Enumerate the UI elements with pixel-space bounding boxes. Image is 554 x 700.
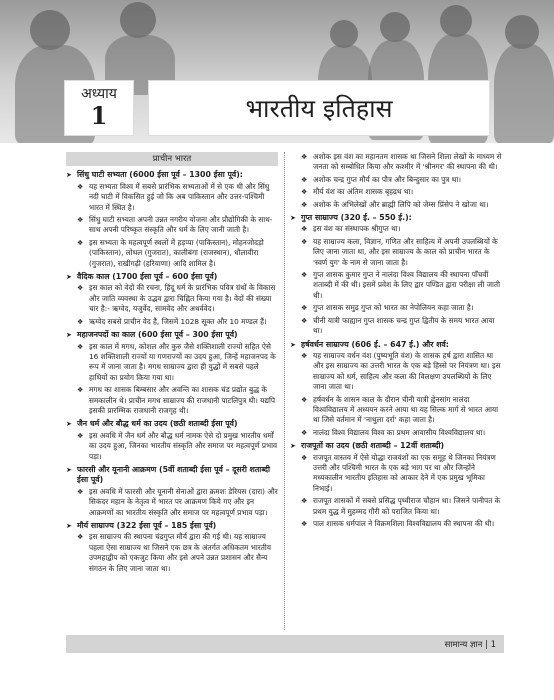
diamond-bullet-icon: ❖ (301, 428, 308, 437)
topic-heading: ➤ राजपूतों का उदय (छठी शताब्दी – 12वीं शताब्दी) (290, 441, 445, 451)
chapter-badge (64, 80, 134, 136)
diamond-bullet-icon: ❖ (77, 182, 84, 191)
diamond-bullet-icon: ❖ (77, 533, 84, 542)
diamond-bullet-icon: ❖ (301, 188, 308, 197)
arrow-right-icon: ➤ (66, 331, 72, 340)
arrow-right-icon: ➤ (66, 465, 72, 474)
diamond-bullet-icon: ❖ (77, 216, 84, 225)
diamond-bullet-icon: ❖ (77, 342, 84, 351)
diamond-bullet-icon: ❖ (301, 237, 308, 246)
topic-heading: ➤ वैदिक काल (1700 ईसा पूर्व – 600 ईसा पूर्व) (66, 272, 218, 282)
photo-figure (30, 10, 70, 50)
diamond-bullet-icon: ❖ (301, 316, 308, 325)
topic-heading: ➤ फारसी और यूनानी आक्रमण (5वीं शताब्दी ईसा पूर्व – दूसरी शताब्दी ईसा पूर्व) (66, 464, 271, 485)
diamond-bullet-icon: ❖ (77, 238, 84, 247)
photo-figure (380, 12, 410, 42)
arrow-right-icon: ➤ (66, 420, 72, 429)
footer-text: सामान्य ज्ञान | 1 (444, 639, 496, 650)
arrow-right-icon: ➤ (290, 214, 296, 223)
list-item: ❖ मगध का शासक बिम्बसार और अवन्ति का शासक चंड प्रद्योत बुद्ध के समकालीन थे। प्राचीन मगध साम्राज्य की राजधानी पाटलिपुत्र थी। यद्यपि इसकी प्रारम्भिक राजधानी राजगृह थी। (77, 385, 276, 415)
list-item: ❖ गुप्त शासक कुमार गुप्त ने नालंदा विश्व विद्यालय की स्थापना पाँचवीं शताब्दी में की थी। इसमें प्रवेश के लिए द्वार पण्डित द्वारा परीक्षा ली जाती थी। (301, 270, 500, 300)
chapter-label: अध्याय (81, 86, 117, 102)
diamond-bullet-icon: ❖ (301, 520, 308, 528)
left-column (66, 152, 278, 576)
list-item: ❖ इस अवधि में फारसी और यूनानी सेनाओं द्वारा क्रमशः डेरियस (दारा) और सिकंदर महान के नेतृत्व में भारत पर आक्रमण किये गए और इन आक्रमणों का भारतीय संस्कृति और समाज पर महत्वपूर्ण प्रभाव पड़ा। (77, 486, 278, 517)
chapter-title: भारतीय इतिहास (245, 94, 393, 123)
list-item: ❖ यह साम्राज्य वर्धन वंश (पुष्यभूति वंश) के शासक हर्ष द्वारा शासित था और इस साम्राज्य का उत्तरी भारत के एक बड़े हिस्से पर नियंत्रण था। इस साम्राज्य को धर्म, साहित्य और कला की विलक्षण उपलब्धियों के लिए जाना जाता था। (301, 350, 501, 392)
arrow-right-icon: ➤ (290, 340, 296, 349)
diamond-bullet-icon: ❖ (301, 200, 308, 209)
arrow-right-icon: ➤ (66, 522, 72, 530)
arrow-right-icon: ➤ (66, 273, 72, 282)
topic-heading: ➤ गुप्त साम्राज्य (320 ई. – 550 ई.): (290, 213, 412, 223)
list-item: ❖ इस काल में मगध, कोशल और कुरु जैसे शक्तिशाली राज्यों सहित ऐसे 16 शक्तिशाली राज्यों या गणराज्यों का उदय हुआ, जिन्हें महाजनपद के रूप में जाना जाता है। मगध साम्राज्य द्वारा ही युद्धों में सबसे पहले हाथियों का प्रयोग किया गया था। (77, 341, 276, 382)
chapter-number: 1 (90, 101, 108, 130)
diamond-bullet-icon: ❖ (77, 317, 84, 326)
list-item: ❖ यह साम्राज्य कला, विज्ञान, गणित और साहित्य में अपनी उपलब्धियों के लिए जाना जाता था, और इस साम्राज्य के काल को प्राचीन भारत के 'स्वर्ण युग' के नाम से जाना जाता है। (301, 236, 498, 267)
list-item: ❖ यह सभ्यता विश्व में सबसे प्रारंभिक सभ्यताओं में से एक थी और सिंधु नदी घाटी में विकसित हुई जो कि अब पाकिस्तान और उत्तर-पश्चिमी भारत में स्थित है। (77, 181, 270, 212)
right-column (290, 152, 504, 531)
diamond-bullet-icon: ❖ (301, 153, 308, 161)
diamond-bullet-icon: ❖ (301, 497, 308, 506)
photo-figure (330, 20, 358, 48)
arrow-right-icon: ➤ (66, 171, 72, 180)
list-item: ❖ हर्षवर्धन के शासन काल के दौरान चीनी यात्री ह्वेनसांग नालंदा विश्वविद्यालय में अध्ययन करने आया था यह सिल्क मार्ग से भारत आया था जिसे वर्तमान में 'नाथुला दर्रा' कहा जाता है। (301, 394, 499, 425)
photo-figure (120, 2, 156, 38)
list-item: ❖ गुप्त शासक समुद्र गुप्त को भारत का नेपोलियन कहा जाता है। (301, 303, 474, 313)
arrow-right-icon: ➤ (290, 442, 296, 451)
topic-heading: ➤ हर्षवर्धन साम्राज्य (606 ई. – 647 ई.) और शर्व: (290, 339, 449, 349)
list-item: ❖ ऋग्वेद सबसे प्राचीन वेद है, जिसमें 1028 सूक्त और 10 मण्डल हैं। (77, 316, 267, 326)
diamond-bullet-icon: ❖ (301, 175, 308, 184)
diamond-bullet-icon: ❖ (301, 395, 308, 404)
list-item: ❖ चीनी यात्री फाह्यान गुप्त शासक चन्द्र गुप्त द्वितीय के समय भारत आया था। (301, 315, 495, 336)
chapter-title-box (148, 80, 490, 136)
list-item: ❖ पाल शासक धर्मपाल ने विक्रमशिला विश्वविद्यालय की स्थापना की थी। (301, 519, 495, 528)
column-divider (284, 152, 285, 630)
photo-figure (494, 44, 554, 143)
section-title: प्राचीन भारत (66, 152, 278, 166)
topic-heading: ➤ जैन धर्म और बौद्ध धर्म का उदय (छठी शताब्दी ईसा पूर्व) (66, 419, 238, 429)
list-item: ❖ मौर्य वंश का अंतिम शासक बृहद्रथ था। (301, 187, 414, 197)
diamond-bullet-icon: ❖ (301, 271, 308, 280)
list-item: ❖ राजपूत वास्तव में ऐसे योद्धा राजवंशों का एक समूह थे जिनका नियंत्रण उत्तरी और पश्चिमी भारत के एक बड़े भाग पर था और जिन्होंने मध्यकालीन भारतीय इतिहास को आकार देने में एक प्रमुख भूमिका निभाई। (301, 452, 496, 493)
topic-heading: ➤ महाजनपदों का काल (600 ईसा पूर्व – 300 ईसा पूर्व) (66, 330, 238, 340)
list-item: ❖ राजपूत शासकों में सबसे प्रसिद्ध पृथ्वीराज चौहान था। जिसने पानीपत के प्रथम युद्ध में मुहम्मद गौरी को पराजित किया था। (301, 496, 501, 516)
photo-figure (440, 5, 472, 37)
diamond-bullet-icon: ❖ (77, 284, 84, 293)
diamond-bullet-icon: ❖ (301, 453, 308, 462)
list-item: ❖ सिंधु घाटी सभ्यता अपनी उन्नत नगरीय योजना और प्रौद्योगिकी के साथ-साथ अपनी परिष्कृत संस्कृति और धर्म के लिए जानी जाती है। (77, 215, 273, 235)
list-item: ❖ अशोक चन्द्र गुप्त मौर्य का पौत्र और बिन्दुसार का पुत्र था। (301, 174, 461, 184)
diamond-bullet-icon: ❖ (301, 225, 308, 234)
list-item: ❖ इस सभ्यता के महत्वपूर्ण स्थलों में हड़प्पा (पाकिस्तान), मोहनजोदड़ो (पाकिस्तान), लोथल (गुजरात), कालीबंगा (राजस्थान), धौलावीरा (गुजरात), राखीगढ़ी (हरियाणा) आदि शामिल है। (77, 237, 264, 268)
page-footer (66, 635, 504, 653)
list-item: ❖ इस काल को वेदों की रचना, हिंदू धर्म के प्रारंभिक पवित्र ग्रंथों के विकास और जाति व्यवस्था के उद्भव द्वारा चिह्नित किया गया है। वेदों की संख्या चार है:- ऋग्वेद, यजुर्वेद, सामवेद और अथर्ववेद। (77, 283, 276, 314)
list-item: ❖ इस अवधि में जैन धर्म और बौद्ध धर्म नामक ऐसे दो प्रमुख भारतीय धर्मों का उदय हुआ, जिनका भारतीय संस्कृति और समाज पर महत्वपूर्ण प्रभाव पड़ा। (77, 430, 278, 461)
list-item: ❖ इस साम्राज्य की स्थापना चंद्रगुप्त मौर्य द्वारा की गई थी। यह साम्राज्य पहला ऐसा साम्राज्य था जिसने एक छत्र के अंतर्गत अधिकतम भारतीय उपमहाद्वीप को एकजुट किया और इसे अपने उन्नत प्रशासन और सैन्य संगठन के लिए जाना जाता था। (77, 532, 271, 573)
list-item: ❖ अशोक के अभिलेखों और ब्राह्मी लिपि को जेम्स प्रिंसेप ने खोजा था। (301, 199, 489, 209)
topic-heading: ➤ मौर्य साम्राज्य (322 ईसा पूर्व – 185 ईसा पूर्व) (66, 521, 217, 530)
list-item: ❖ अशोक इस वंश का महानतम शासक था जिसने शिला लेखों के माध्यम से जनता को सम्बोधित किया और कश्मीर में 'श्रीनगर' की स्थापना की थी। (301, 152, 502, 172)
diamond-bullet-icon: ❖ (77, 487, 84, 496)
diamond-bullet-icon: ❖ (301, 351, 308, 360)
list-item: ❖ नालंदा विश्व विद्यालय विश्व का प्रथम आवासीय विश्वविद्यालय था। (301, 427, 486, 437)
topic-heading: ➤ सिंधु घाटी सभ्यता (6000 ईसा पूर्व – 1300 ईसा पूर्व): (66, 170, 243, 180)
diamond-bullet-icon: ❖ (77, 386, 84, 395)
diamond-bullet-icon: ❖ (301, 304, 308, 313)
list-item: ❖ इस वंश का संस्थापक श्रीगुप्त था। (301, 224, 401, 234)
diamond-bullet-icon: ❖ (77, 431, 84, 440)
